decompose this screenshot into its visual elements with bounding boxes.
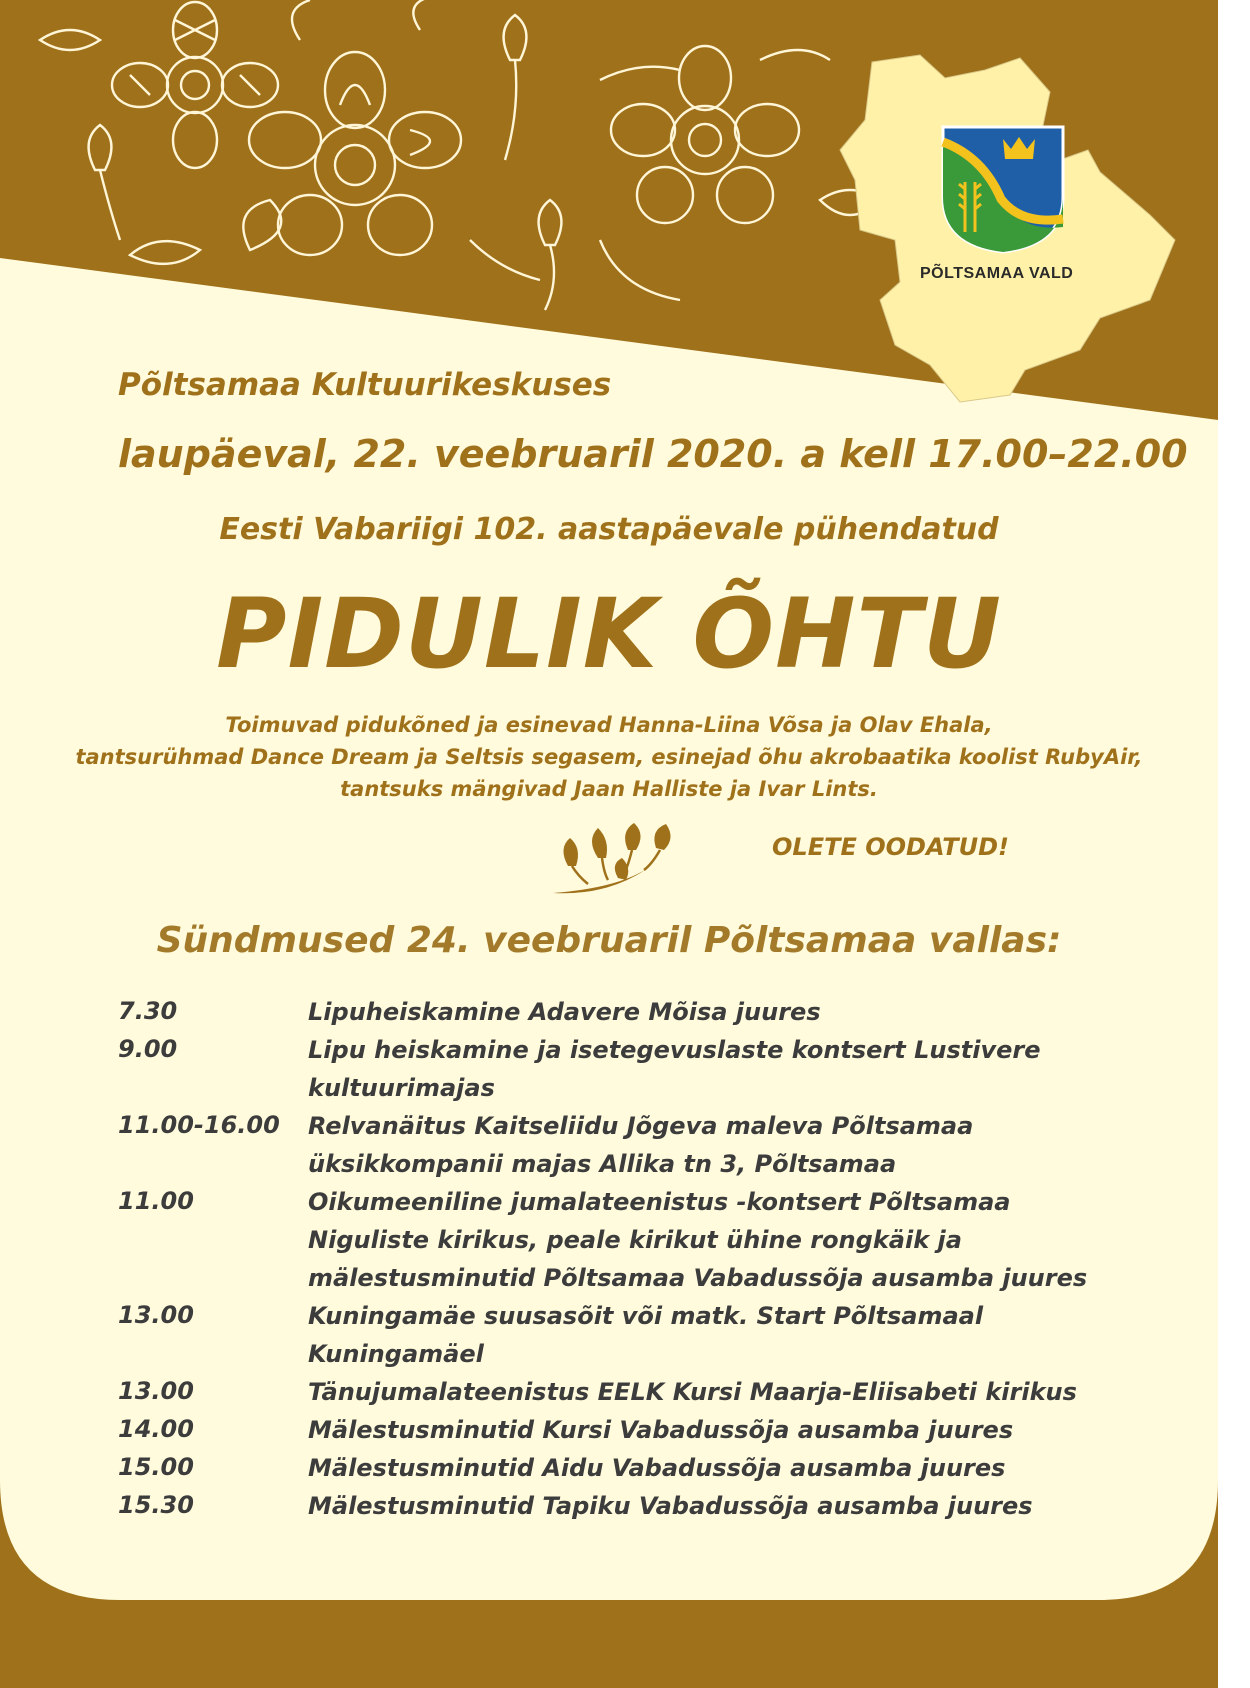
welcome-text: OLETE OODATUD! bbox=[772, 833, 1009, 861]
event-description: kultuurimajas bbox=[308, 1074, 495, 1102]
event-time: 11.00 bbox=[118, 1187, 194, 1215]
event-time: 13.00 bbox=[118, 1377, 194, 1405]
event-time: 15.00 bbox=[118, 1453, 194, 1481]
event-description: mälestusminutid Põltsamaa Vabadussõja ausamba juures bbox=[308, 1264, 1088, 1292]
event-description: Lipu heiskamine ja isetegevuslaste kontsert Lustivere bbox=[308, 1036, 1041, 1064]
event-description: Relvanäitus Kaitseliidu Jõgeva maleva Põltsamaa bbox=[308, 1112, 974, 1140]
event-time: 15.30 bbox=[118, 1491, 194, 1519]
event-description: Kuningamäel bbox=[308, 1340, 484, 1368]
coat-of-arms-icon bbox=[0, 0, 1218, 420]
dedication-text: Eesti Vabariigi 102. aastapäevale pühendatud bbox=[219, 512, 999, 547]
event-time: 13.00 bbox=[118, 1301, 194, 1329]
description-line: Toimuvad pidukõned ja esinevad Hanna-Liina Võsa ja Olav Ehala, bbox=[225, 713, 993, 737]
description-line: tantsuks mängivad Jaan Halliste ja Ivar Lints. bbox=[340, 777, 878, 801]
event-description: Kuningamäe suusasõit või matk. Start Põltsamaal bbox=[308, 1302, 984, 1330]
event-description: Tänujumalateenistus EELK Kursi Maarja-Eliisabeti kirikus bbox=[308, 1378, 1077, 1406]
events-heading: Sündmused 24. veebruaril Põltsamaa vallas: bbox=[156, 920, 1062, 961]
tulip-sprig-icon bbox=[548, 818, 688, 898]
event-title: PIDULIK ÕHTU bbox=[216, 578, 1002, 690]
event-description: Niguliste kirikus, peale kirikut ühine rongkäik ja bbox=[308, 1226, 962, 1254]
event-description: üksikkompanii majas Allika tn 3, Põltsamaa bbox=[308, 1150, 897, 1178]
event-description: Mälestusminutid Aidu Vabadussõja ausamba juures bbox=[308, 1454, 1006, 1482]
event-description: Lipuheiskamine Adavere Mõisa juures bbox=[308, 998, 821, 1026]
event-time: 9.00 bbox=[118, 1035, 178, 1063]
event-description: Mälestusminutid Tapiku Vabadussõja ausamba juures bbox=[308, 1492, 1033, 1520]
event-time: 7.30 bbox=[118, 997, 178, 1025]
description-line: tantsurühmad Dance Dream ja Seltsis segasem, esinejad õhu akrobaatika koolist RubyAir, bbox=[75, 745, 1143, 769]
parish-name: PÕLTSAMAA VALD bbox=[920, 265, 1074, 282]
event-datetime: laupäeval, 22. veebruaril 2020. a kell 17.00–22.00 bbox=[118, 432, 1188, 476]
event-time: 14.00 bbox=[118, 1415, 194, 1443]
venue-text: Põltsamaa Kultuurikeskuses bbox=[118, 367, 612, 403]
event-time: 11.00-16.00 bbox=[118, 1111, 280, 1139]
event-description: Oikumeeniline jumalateenistus -kontsert Põltsamaa bbox=[308, 1188, 1011, 1216]
event-description: Mälestusminutid Kursi Vabadussõja ausamba juures bbox=[308, 1416, 1014, 1444]
